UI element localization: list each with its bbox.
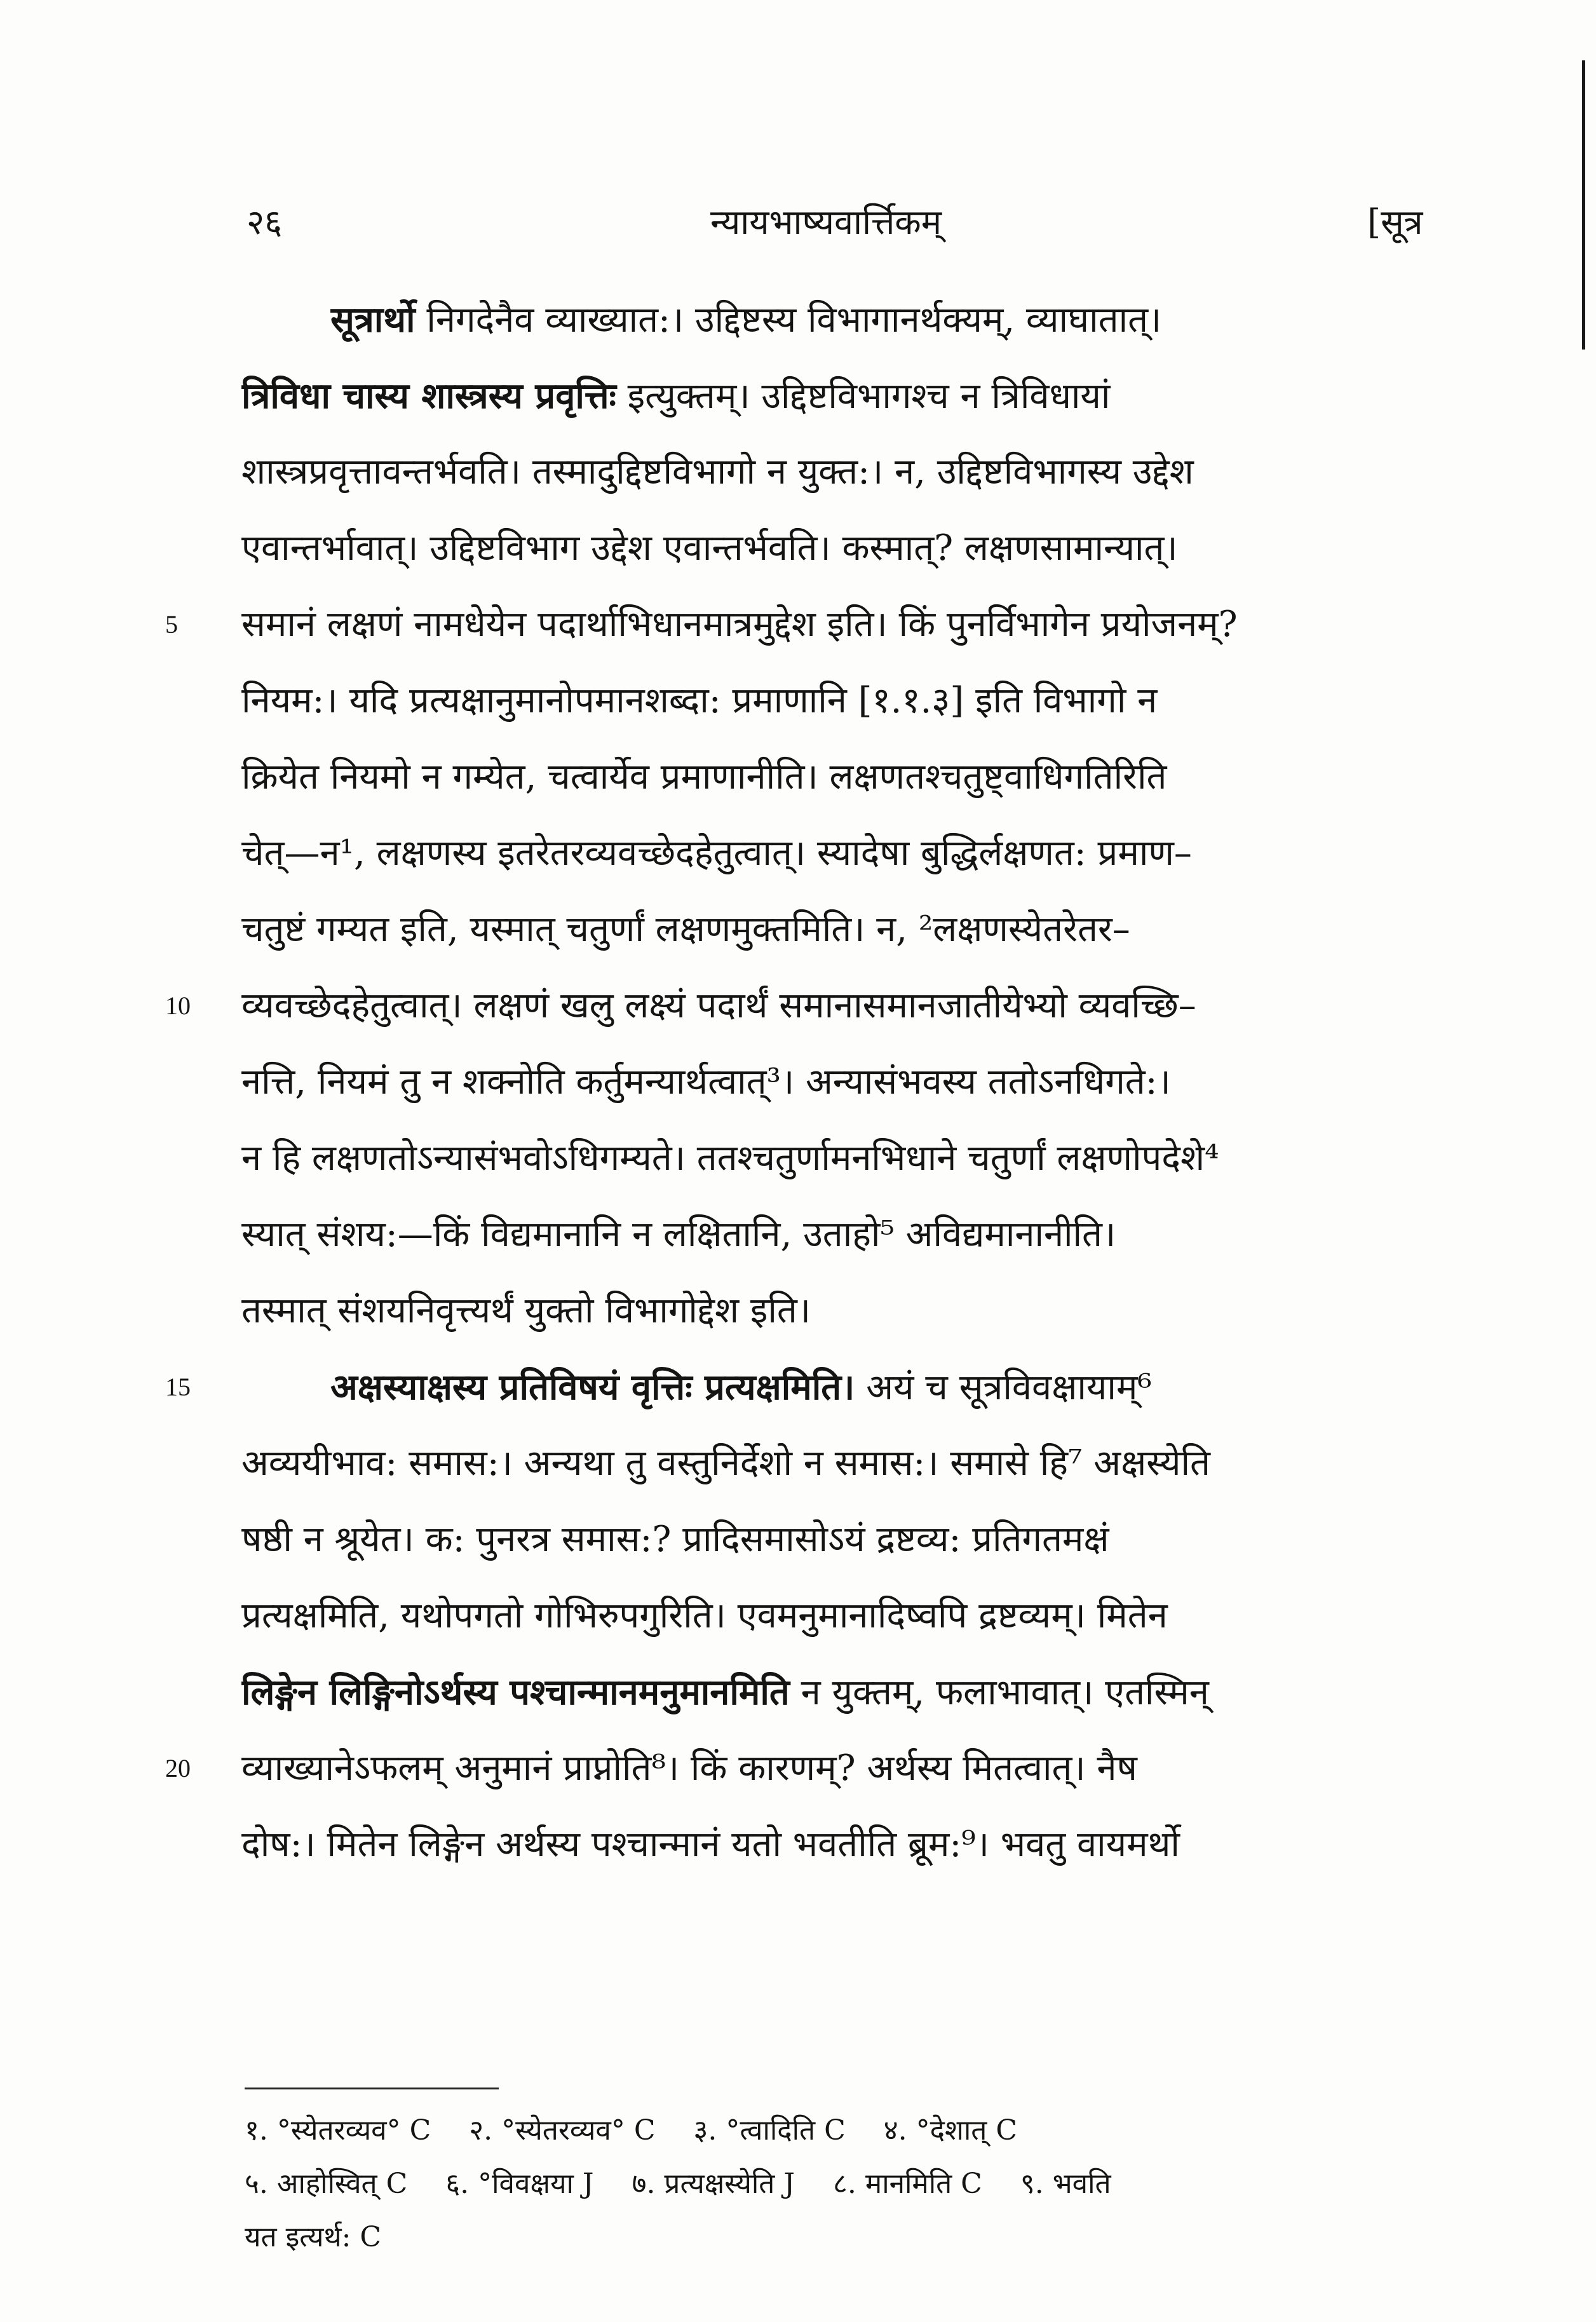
footnote: यत इत्यर्थ: C xyxy=(245,2221,382,2253)
text-line xyxy=(241,442,1445,518)
text-line xyxy=(241,1052,1445,1128)
footnote: ७. प्रत्यक्षस्येति J xyxy=(632,2168,795,2200)
line-text: समानं लक्षणं नामधेयेन पदार्थाभिधानमात्रमुद्देश इति। किं पुनर्विभागेन प्रयोजनम्? xyxy=(241,604,1238,645)
line-text: निगदेनैव व्याख्यात:। उद्दिष्टस्य विभागानर्थक्यम्, व्याघातात्। xyxy=(415,299,1162,341)
line-text: षष्ठी न श्रूयेत। क: पुनरत्र समास:? प्रादिसमासोऽयं द्रष्टव्य: प्रतिगतमक्षं xyxy=(241,1519,1109,1560)
line-text: व्यवच्छेदहेतुत्वात्। लक्षणं खलु लक्ष्यं पदार्थं समानासमानजातीयेभ्यो व्यवच्छि– xyxy=(241,985,1196,1026)
line-number: 20 xyxy=(165,1754,191,1782)
bold-phrase: अक्षस्याक्षस्य प्रतिविषयं वृत्तिः प्रत्यक्षमिति। xyxy=(330,1366,855,1408)
text-line xyxy=(330,289,1445,365)
line-text: चेत्—न¹, लक्षणस्य इतरेतरव्यवच्छेदहेतुत्वात्। स्यादेषा बुद्धिर्लक्षणत: प्रमाण– xyxy=(241,832,1192,874)
text-line xyxy=(241,975,1445,1052)
line-text: नियम:। यदि प्रत्यक्षानुमानोपमानशब्दा: प्रमाणानि [१.१.३] इति विभागो न xyxy=(241,680,1158,721)
footnote: ९. भवति xyxy=(1020,2168,1111,2200)
text-line xyxy=(241,1585,1445,1662)
text-line xyxy=(241,1204,1445,1280)
line-text: स्यात् संशय:—किं विद्यमानानि न लक्षितानि, उताहो⁵ अविद्यमानानीति। xyxy=(241,1214,1116,1255)
text-line xyxy=(241,1509,1445,1585)
text-line xyxy=(241,365,1445,442)
line-number: 5 xyxy=(165,610,178,639)
text-line xyxy=(241,518,1445,594)
footnote: ८. मानमिति C xyxy=(833,2168,982,2200)
text-line xyxy=(241,594,1445,670)
line-text: अव्ययीभाव: समास:। अन्यथा तु वस्तुनिर्देशो न समास:। समासे हि⁷ अक्षस्येति xyxy=(241,1443,1210,1484)
text-line xyxy=(241,747,1445,823)
line-text: दोष:। मितेन लिङ्गेन अर्थस्य पश्चान्मानं यतो भवतीति ब्रूम:⁹। भवतु वायमर्थो xyxy=(241,1824,1180,1865)
line-number: 10 xyxy=(165,991,191,1020)
bold-phrase: सूत्रार्थो xyxy=(330,299,416,341)
footnote: २. °स्येतरव्यव° C xyxy=(469,2114,656,2147)
footnote-row xyxy=(245,2107,1452,2155)
line-text: अयं च सूत्रविवक्षायाम्⁶ xyxy=(855,1367,1152,1408)
footnote-row xyxy=(245,2213,1452,2262)
line-number: 15 xyxy=(165,1373,191,1401)
line-text: व्याख्यानेऽफलम् अनुमानं प्राप्नोति⁸। किं कारणम्? अर्थस्य मितत्वात्। नैष xyxy=(241,1748,1137,1789)
line-text: इत्युक्तम्। उद्दिष्टविभागश्च न त्रिविधायां xyxy=(616,376,1111,417)
footnote: ४. °देशात् C xyxy=(883,2114,1018,2147)
bold-phrase: त्रिविधा चास्य शास्त्रस्य प्रवृत्तिः xyxy=(241,375,616,417)
line-text: क्रियेत नियमो न गम्येत, चत्वार्येव प्रमाणानीति। लक्षणतश्चतुष्ट्वाधिगतिरिति xyxy=(241,756,1167,798)
text-line xyxy=(241,1280,1445,1357)
line-text: न हि लक्षणतोऽन्यासंभवोऽधिगम्यते। ततश्चतुर्णामनभिधाने चतुर्णां लक्षणोपदेशे⁴ xyxy=(241,1137,1219,1179)
footnote: ६. °विवक्षया J xyxy=(445,2168,594,2200)
line-text: शास्त्रप्रवृत्तावन्तर्भवति। तस्मादुद्दिष्टविभागो न युक्त:। न, उद्दिष्टविभागस्य उद्देश xyxy=(241,451,1194,492)
text-line xyxy=(241,1662,1445,1738)
line-text: तस्मात् संशयनिवृत्त्यर्थं युक्तो विभागोद्देश इति। xyxy=(241,1290,811,1331)
line-text: प्रत्यक्षमिति, यथोपगतो गोभिरुपगुरिति। एवमनुमानादिष्वपि द्रष्टव्यम्। मितेन xyxy=(241,1595,1168,1636)
text-line xyxy=(241,1128,1445,1204)
footnote-rule xyxy=(245,2088,499,2089)
line-text: चतुष्टं गम्यत इति, यस्मात् चतुर्णां लक्षणमुक्तमिति। न, ²लक्षणस्येतरेतर– xyxy=(241,909,1130,950)
footnote: ५. आहोस्वित् C xyxy=(245,2168,408,2200)
line-text: एवान्तर्भावात्। उद्दिष्टविभाग उद्देश एवान्तर्भवति। कस्मात्? लक्षणसामान्यात्। xyxy=(241,527,1178,569)
text-line xyxy=(241,670,1445,747)
line-text: न युक्तम्, फलाभावात्। एतस्मिन् xyxy=(789,1672,1209,1713)
page-number: २६ xyxy=(247,202,283,242)
running-title: न्यायभाष्यवार्त्तिकम् xyxy=(710,202,942,242)
bold-phrase: लिङ्गेन लिङ्गिनोऽर्थस्य पश्चान्मानमनुमानमिति xyxy=(241,1671,790,1713)
section-label: [सूत्र xyxy=(1367,202,1423,242)
footnote-row xyxy=(245,2160,1452,2208)
footnote: १. °स्येतरव्यव° C xyxy=(245,2114,431,2147)
text-line xyxy=(241,1814,1445,1891)
footnote: ३. °त्वादिति C xyxy=(693,2114,846,2147)
text-line xyxy=(241,899,1445,975)
text-line xyxy=(241,1433,1445,1509)
page-header xyxy=(0,197,1596,254)
text-line xyxy=(241,1738,1445,1814)
text-line xyxy=(330,1357,1445,1433)
text-line xyxy=(241,823,1445,899)
line-text: नत्ति, नियमं तु न शक्नोति कर्तुमन्यार्थत्वात्³। अन्यासंभवस्य ततोऽनधिगते:। xyxy=(241,1061,1171,1103)
